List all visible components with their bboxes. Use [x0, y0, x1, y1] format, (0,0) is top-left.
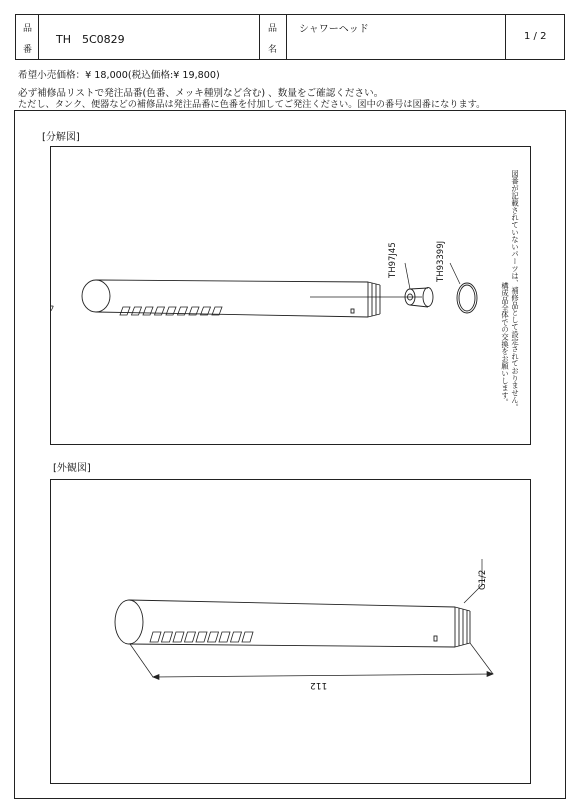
nozzle-slot	[242, 632, 253, 642]
nozzle-slot	[155, 307, 165, 315]
part-th93399j	[450, 263, 477, 313]
nozzle-slot	[132, 307, 142, 315]
part-th97j45	[405, 263, 433, 307]
nozzle-slot	[219, 632, 230, 642]
nozzle-slot	[143, 307, 153, 315]
part-label-th97j45: TH97J45	[388, 242, 398, 278]
part-label-th97j45-wrap	[388, 238, 398, 278]
exploded-view-label: [分解図]	[42, 132, 80, 143]
nozzle-slot	[120, 307, 130, 315]
thread-label: G1/2	[478, 569, 488, 590]
length-label: 112	[310, 680, 328, 690]
part-label-th93399j-wrap	[436, 236, 446, 282]
part-label-th93399j: TH93399J	[436, 240, 446, 282]
order-note-2: ただし、タンク、便器などの補修品は発注品番に色番を付加してご発注ください。図中の番号は図番になります。	[18, 99, 486, 110]
exploded-view-drawing	[50, 146, 531, 445]
nozzle-slot	[196, 632, 207, 642]
price-note: 希望小売価格：¥ 18,000(税込価格:¥ 19,800)	[18, 70, 220, 81]
shower-head-body	[50, 280, 422, 317]
divider	[259, 15, 260, 59]
side-note-1: 図番が記載されていないパーツは、補修品として設定されておりません。	[511, 170, 520, 411]
side-note	[501, 170, 531, 440]
shower-head-body-external	[115, 600, 470, 647]
divider	[505, 15, 506, 59]
nozzle-slot	[162, 632, 173, 642]
side-note-2: 構成品全体での交換をお願いします。	[501, 282, 510, 407]
part-number-label-top: 品	[23, 24, 33, 34]
title-block	[15, 14, 565, 60]
page-number: 1 / 2	[524, 31, 547, 42]
divider	[38, 15, 39, 59]
part-number: TH 5C0829	[56, 33, 125, 46]
product-name-label-bottom: 名	[268, 45, 278, 55]
order-note-1: 必ず補修品リストで発注品番(色番、メッキ種別など含む) 、数量をご確認ください。	[18, 88, 384, 99]
nozzle-slot	[231, 632, 242, 642]
nozzle-slot	[185, 632, 196, 642]
product-name: シャワーヘッド	[299, 24, 369, 35]
divider	[286, 15, 287, 59]
thread-label-wrap	[478, 560, 488, 590]
nozzle-slot	[150, 632, 161, 642]
part-number-label-bottom: 番	[23, 45, 33, 55]
nozzle-slot	[173, 632, 184, 642]
dimension-112	[130, 643, 493, 680]
external-view-label: [外観図]	[53, 463, 91, 474]
product-name-label-top: 品	[268, 24, 278, 34]
external-view-drawing	[50, 479, 531, 784]
nozzle-slot	[208, 632, 219, 642]
